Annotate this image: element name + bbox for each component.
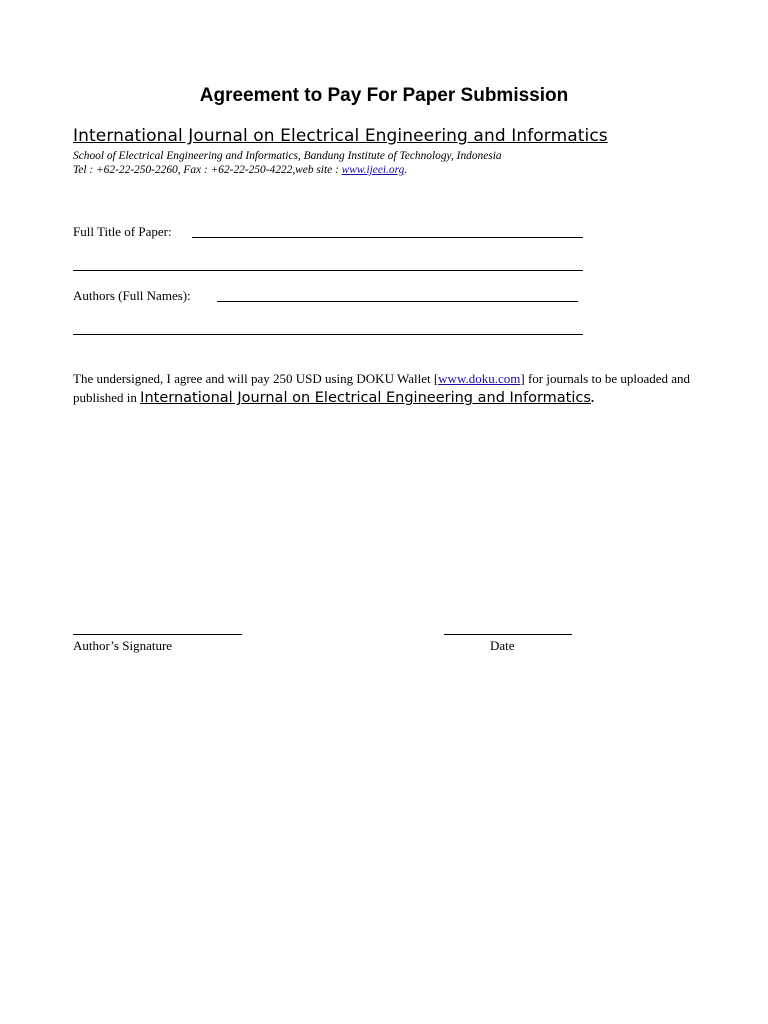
- affiliation-text: School of Electrical Engineering and Informatics, Bandung Institute of Technology, Indonesia: [73, 150, 502, 162]
- paper-title-label: Full Title of Paper:: [73, 224, 172, 239]
- authors-blank[interactable]: [217, 301, 578, 302]
- date-blank[interactable]: [444, 634, 572, 635]
- paper-title-blank-continued[interactable]: [73, 270, 583, 271]
- statement-part2: ] for journals to be uploaded and published in: [73, 371, 691, 405]
- contact-prefix: Tel : +62-22-250-2260, Fax : +62-22-250-4222,web site :: [73, 164, 342, 176]
- paper-title-blank[interactable]: [192, 237, 583, 238]
- signature-blank[interactable]: [73, 634, 242, 635]
- journal-name-header: International Journal on Electrical Engineering and Informatics: [73, 126, 608, 146]
- statement-part1: The undersigned, I agree and will pay 250 USD using DOKU Wallet [: [73, 371, 439, 386]
- document-title: Agreement to Pay For Paper Submission: [199, 85, 569, 106]
- agreement-statement: [73, 369, 698, 408]
- authors-blank-continued[interactable]: [73, 334, 583, 335]
- website-link[interactable]: www.ijeei.org: [341, 164, 405, 176]
- doku-link[interactable]: www.doku.com: [438, 371, 521, 386]
- date-label: Date: [490, 638, 515, 653]
- statement-end: .: [590, 390, 595, 405]
- contact-suffix: .: [404, 164, 408, 176]
- authors-label: Authors (Full Names):: [73, 288, 191, 303]
- contact-line: [73, 164, 407, 176]
- signature-label: Author’s Signature: [73, 638, 173, 653]
- statement-journal-name: International Journal on Electrical Engineering and Informatics: [140, 390, 591, 406]
